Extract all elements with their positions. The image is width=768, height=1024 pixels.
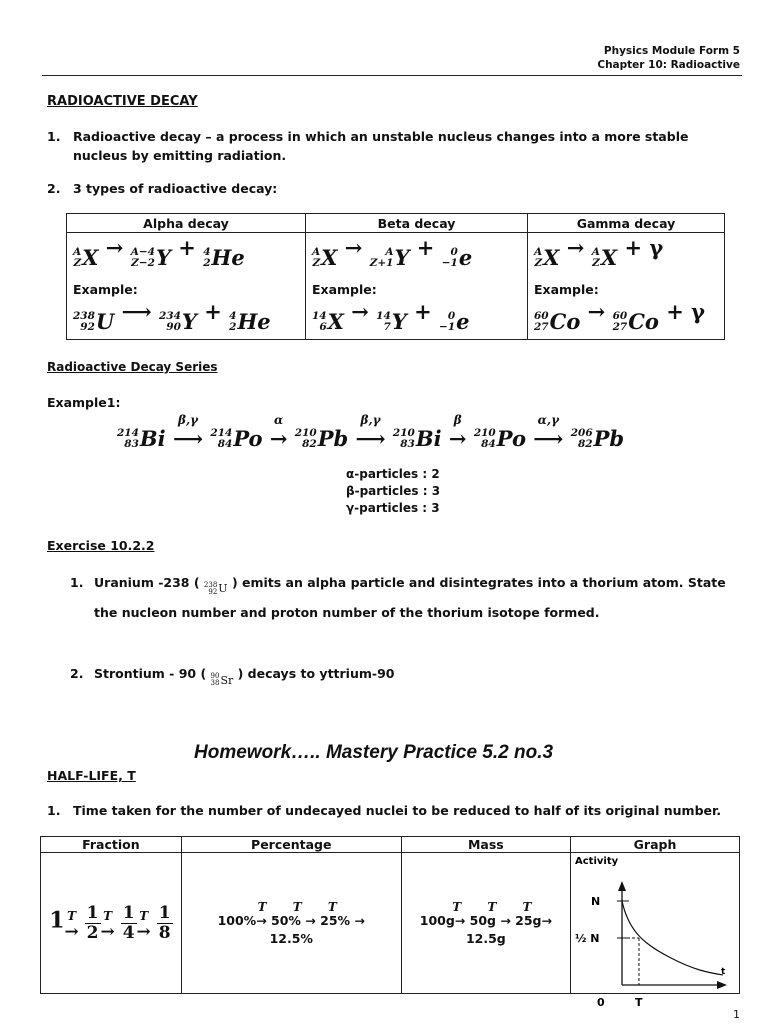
decay-series-equation: 214 83 Bi β,γ ⟶ 214 84 Po α → 210 82 Pb β,γ ⟶ 210 83 Bi β → 210 84 Po α,γ ⟶ 206 82 Pb: [117, 413, 625, 451]
mass-line-1: 100g→ 50g → 25g→: [419, 913, 552, 928]
homework-heading: Homework….. Mastery Practice 5.2 no.3: [194, 742, 554, 763]
mass-cell: [401, 853, 570, 994]
graph-n-label: N: [591, 895, 601, 908]
particle-counts: [346, 466, 440, 517]
page-number: 1: [733, 1008, 740, 1021]
table-header: Fraction: [41, 837, 182, 853]
page-header: [597, 44, 740, 72]
item-text: Radioactive decay – a process in which an unstable nucleus changes into a more stable nucleus by emitting radiation.: [73, 129, 689, 163]
example-label: Example1:: [47, 395, 121, 410]
fraction-sequence: 1 T → $\frac{1}{2}$ T → $\frac{1}{4}$ T → $\frac{1}{8}$: [49, 902, 171, 943]
question-number: 2.: [70, 666, 84, 681]
alpha-decay-equation: A Z X → A−4 Z−2 Y + 4 2 He: [73, 235, 245, 270]
table-header: Gamma decay: [528, 214, 725, 233]
fraction-cell: [41, 853, 182, 994]
item-number: 2.: [47, 181, 61, 196]
question-text-a: Strontium - 90 (: [94, 666, 207, 681]
question-number: 1.: [70, 575, 84, 590]
decay-types-table: [66, 213, 725, 340]
percentage-t-labels: T T T: [257, 900, 337, 914]
gamma-decay-example: 60 27 Co → 60 27 Co + γ: [534, 299, 706, 334]
percentage-line-2: 12.5%: [269, 931, 313, 946]
section-title-decay-series: Radioactive Decay Series: [47, 360, 218, 374]
table-header: Alpha decay: [67, 214, 306, 233]
item-number: 1.: [47, 129, 61, 144]
graph-x-label: t: [721, 967, 726, 977]
example-label: Example:: [312, 282, 377, 297]
section-title-radioactive-decay: RADIOACTIVE DECAY: [47, 94, 198, 109]
example-label: Example:: [534, 282, 599, 297]
x-axis-arrow: [717, 981, 727, 989]
table-header: Beta decay: [306, 214, 528, 233]
exercise-question-1: [70, 571, 740, 625]
question-text-b: ) decays to yttrium-90: [237, 666, 395, 681]
gamma-count: γ-particles : 3: [346, 501, 440, 515]
chapter-title: Chapter 10: Radioactive: [597, 59, 740, 71]
alpha-decay-example: 238 92 U ⟶ 234 90 Y + 4 2 He: [73, 299, 271, 334]
graph-cell: [571, 853, 740, 1009]
gamma-decay-equation: A Z X → A Z X + γ: [534, 235, 664, 270]
graph-half-n-label: ½ N: [575, 932, 600, 945]
beta-decay-cell: [306, 233, 528, 340]
header-rule: [42, 75, 742, 76]
table-header: Graph: [571, 837, 740, 853]
item-text: 3 types of radioactive decay:: [73, 181, 278, 196]
gamma-decay-cell: [528, 233, 725, 340]
graph-t-label: T: [635, 996, 643, 1009]
example-label: Example:: [73, 282, 138, 297]
y-axis-arrow: [618, 881, 626, 891]
exercise-question-2: [70, 666, 740, 687]
strontium-nuclide: 90 38 Sr: [210, 672, 234, 687]
question-text-a: Uranium -238 (: [94, 575, 200, 590]
alpha-decay-cell: [67, 233, 306, 340]
question-text-b: ) emits an alpha particle and disintegrates into a thorium atom. State the nucleon number and proton number of the thorium isotope formed.: [94, 575, 726, 620]
item-number: 1.: [47, 803, 61, 818]
percentage-cell: [181, 853, 401, 994]
percentage-line-1: 100%→ 50% → 25% →: [217, 913, 365, 928]
section-title-half-life: HALF-LIFE, T: [47, 768, 136, 783]
list-item: [47, 803, 747, 818]
item-text: Time taken for the number of undecayed nuclei to be reduced to half of its original number.: [73, 803, 722, 818]
beta-count: β-particles : 3: [346, 484, 441, 498]
mass-t-labels: T T T: [452, 900, 532, 914]
alpha-count: α-particles : 2: [346, 467, 440, 481]
decay-graph: [571, 853, 739, 1009]
half-life-table: [40, 836, 740, 1009]
beta-decay-equation: A Z X → A Z+1 Y + 0 −1 e: [312, 235, 473, 270]
module-title: Physics Module Form 5: [603, 45, 740, 57]
table-header: Percentage: [181, 837, 401, 853]
list-item: [47, 127, 747, 165]
uranium-nuclide: 238 92 U: [203, 581, 228, 596]
graph-origin-label: 0: [597, 996, 605, 1009]
mass-line-2: 12.5g: [465, 931, 506, 946]
section-title-exercise: Exercise 10.2.2: [47, 538, 155, 553]
list-item: [47, 181, 747, 196]
graph-y-label: Activity: [575, 856, 619, 867]
beta-decay-example: 14 6 X → 14 7 Y + 0 −1 e: [312, 299, 470, 334]
table-header: Mass: [401, 837, 570, 853]
